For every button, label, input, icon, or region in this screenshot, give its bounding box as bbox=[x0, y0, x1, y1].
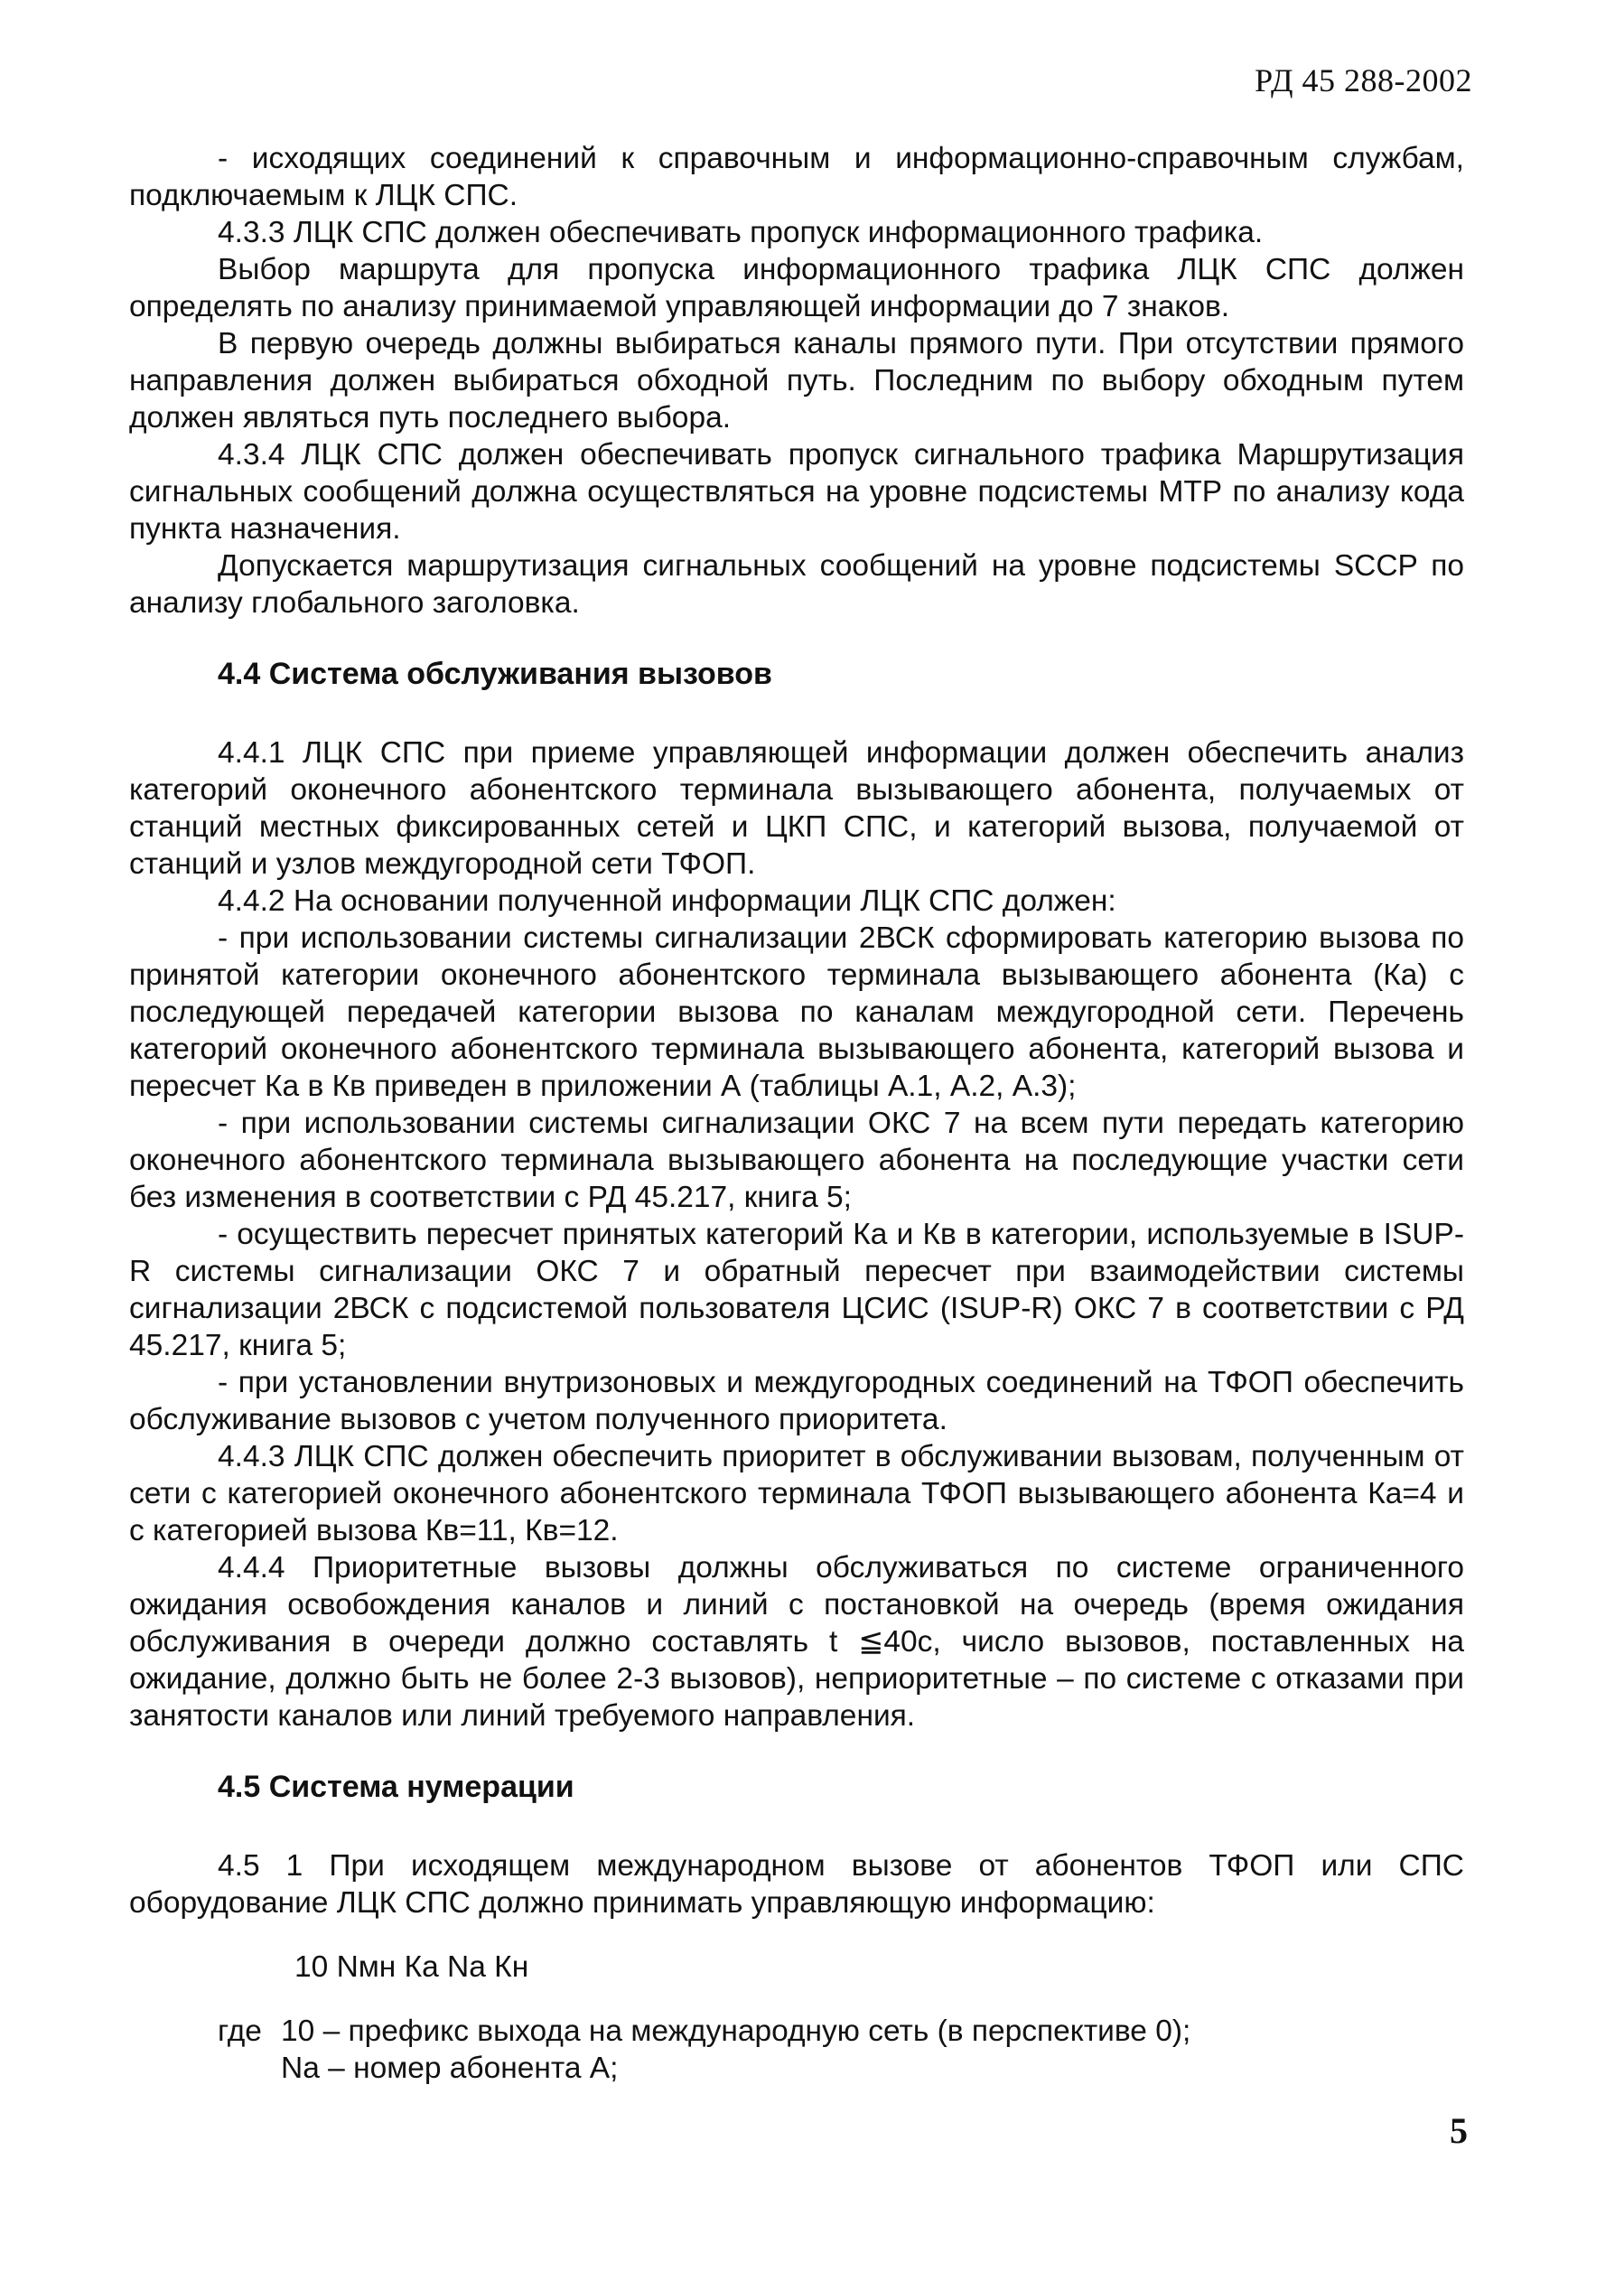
section-heading-4-4: 4.4 Система обслуживания вызовов bbox=[218, 657, 772, 691]
paragraph-direct-path: В первую очередь должны выбираться каналы прямого пути. При отсутствии прямого направления должен выбираться обходной путь. Последним по выбору обходным путем должен являться путь последнего выбора. bbox=[129, 327, 1464, 435]
paragraph-4-5-1: 4.5 1 При исходящем международном вызове от абонентов ТФОП или СПС оборудование ЛЦК СПС должно принимать управляющую информацию: bbox=[129, 1849, 1464, 1920]
where-definition-prefix: 10 – префикс выхода на международную сеть (в перспективе 0); bbox=[281, 2015, 1191, 2048]
where-definition-na: Na – номер абонента А; bbox=[281, 2052, 619, 2085]
numbering-formula: 10 Nмн Ка Na Кн bbox=[294, 1950, 529, 1984]
paragraph-4-4-3: 4.4.3 ЛЦК СПС должен обеспечить приоритет в обслуживании вызовам, полученным от сети с категорией оконечного абонентского терминала ТФОП вызывающего абонента Ка=4 и с категорией вызова Кв=11, Кв=12. bbox=[129, 1440, 1464, 1547]
document-body bbox=[129, 140, 1464, 2087]
where-label: где bbox=[218, 2015, 262, 2048]
paragraph-4-3-4: 4.3.4 ЛЦК СПС должен обеспечивать пропуск сигнального трафика Маршрутизация сигнальных сообщений должна осуществляться на уровне подсистемы МТР по анализу кода пункта назначения. bbox=[129, 438, 1464, 546]
paragraph-2vsk-category: - при использовании системы сигнализации 2ВСК сформировать категорию вызова по принятой категории оконечного абонентского терминала вызывающего абонента (Ка) с последующей передачей категории вызова по каналам междугородной сети. Перечень категорий оконечного абонентского терминала вызывающего абонента, категорий вызова и пересчет Ка в Кв приведен в приложении А (таблицы А.1, А.2, А.3); bbox=[129, 921, 1464, 1103]
document-code-header: РД 45 288-2002 bbox=[1255, 62, 1472, 98]
where-clause bbox=[218, 2013, 1464, 2050]
section-heading-4-5: 4.5 Система нумерации bbox=[218, 1770, 574, 1804]
paragraph-4-4-4: 4.4.4 Приоритетные вызовы должны обслуживаться по системе ограниченного ожидания освобождения каналов и линий с постановкой на очередь (время ожидания обслуживания в очереди должно составлять t ≦40с, число вызовов, поставленных на ожидание, должно быть не более 2-3 вызовов), неприоритетные – по системе с отказами при занятости каналов или линий требуемого направления. bbox=[129, 1551, 1464, 1733]
paragraph-oks7-category: - при использовании системы сигнализации ОКС 7 на всем пути передать категорию оконечного абонентского терминала вызывающего абонента на последующие участки сети без изменения в соответствии с РД 45.217, книга 5; bbox=[129, 1107, 1464, 1214]
paragraph-category-recalc: - осуществить пересчет принятых категорий Ка и Кв в категории, используемые в ISUP-R системы сигнализации ОКС 7 и обратный пересчет при взаимодействии системы сигнализации 2ВСК с подсистемой пользователя ЦСИС (ISUP-R) ОКС 7 в соответствии с РД 45.217, книга 5; bbox=[129, 1218, 1464, 1362]
paragraph-priority-service: - при установлении внутризоновых и междугородных соединений на ТФОП обеспечить обслуживание вызовов с учетом полученного приоритета. bbox=[129, 1366, 1464, 1436]
paragraph-4-4-1: 4.4.1 ЛЦК СПС при приеме управляющей информации должен обеспечить анализ категорий оконечного абонентского терминала вызывающего абонента, получаемых от станций местных фиксированных сетей и ЦКП СПС, и категорий вызова, получаемой от станций и узлов междугородной сети ТФОП. bbox=[129, 736, 1464, 881]
paragraph-sccp-routing: Допускается маршрутизация сигнальных сообщений на уровне подсистемы SCCP по анализу глобального заголовка. bbox=[129, 549, 1464, 620]
paragraph-route-selection: Выбор маршрута для пропуска информационного трафика ЛЦК СПС должен определять по анализу принимаемой управляющей информации до 7 знаков. bbox=[129, 253, 1464, 323]
paragraph-outgoing-connections: - исходящих соединений к справочным и информационно-справочным службам, подключаемым к ЛЦК СПС. bbox=[129, 142, 1464, 212]
paragraph-4-3-3: 4.3.3 ЛЦК СПС должен обеспечивать пропуск информационного трафика. bbox=[218, 216, 1264, 249]
paragraph-4-4-2: 4.4.2 На основании полученной информации ЛЦК СПС должен: bbox=[218, 884, 1116, 918]
page-number: 5 bbox=[1450, 2110, 1468, 2151]
